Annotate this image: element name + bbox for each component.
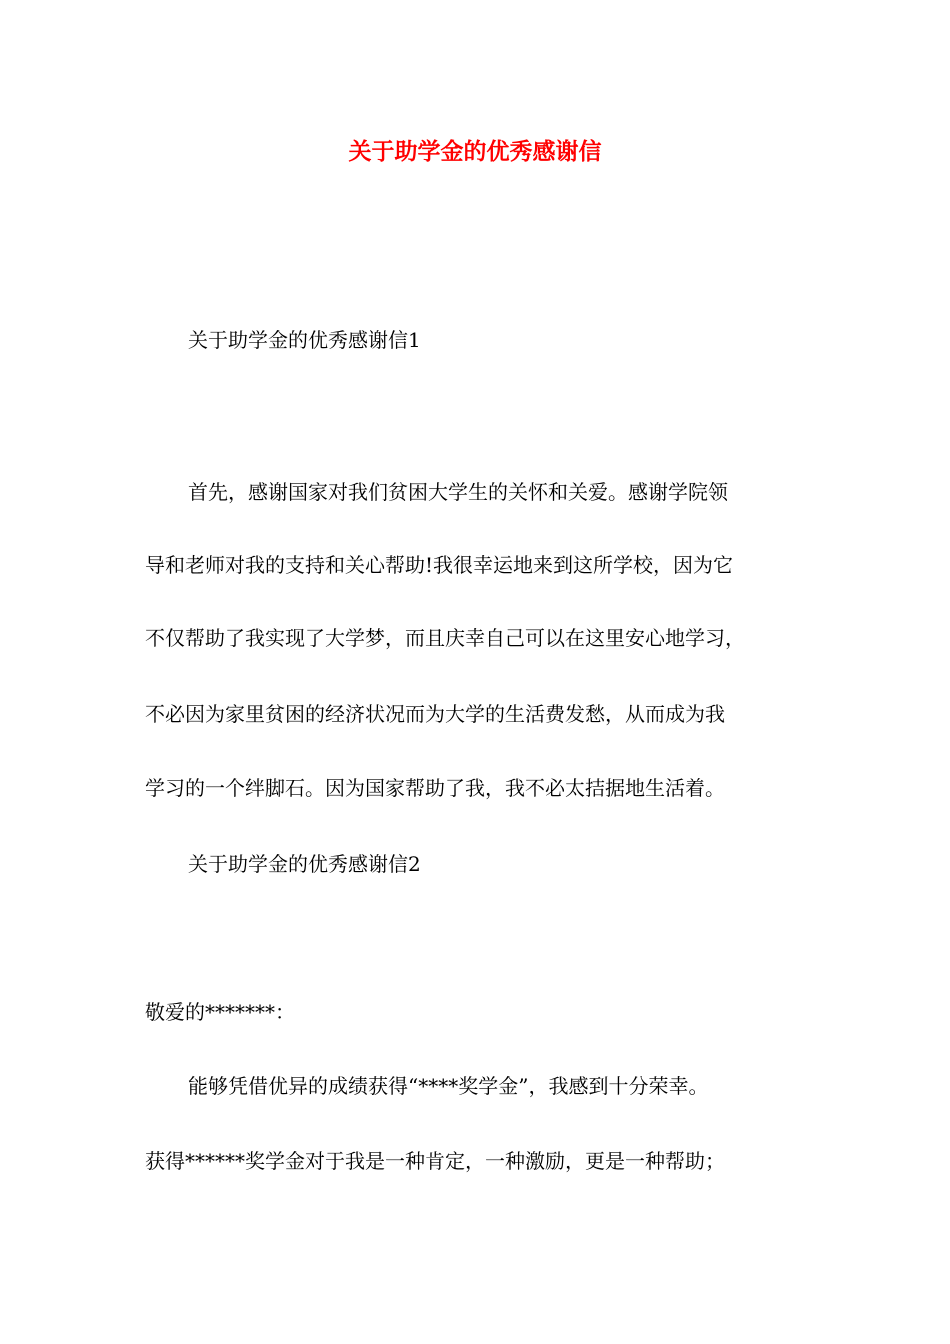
paragraph-line: 不必因为家里贫困的经济状况而为大学的生活费发愁，从而成为我 (145, 702, 725, 726)
paragraph-line: 首先，感谢国家对我们贫困大学生的关怀和关爱。感谢学院领 (188, 480, 728, 504)
paragraph-line: 学习的一个绊脚石。因为国家帮助了我，我不必太拮据地生活着。 (145, 776, 725, 800)
paragraph-line: 导和老师对我的支持和关心帮助!我很幸运地来到这所学校，因为它 (145, 553, 734, 577)
section-heading-1: 关于助学金的优秀感谢信1 (188, 328, 421, 352)
salutation-line: 敬爱的*******： (145, 1000, 295, 1024)
section-heading-2: 关于助学金的优秀感谢信2 (188, 852, 421, 876)
paragraph-line: 获得******奖学金对于我是一种肯定，一种激励，更是一种帮助； (145, 1149, 725, 1173)
paragraph-line: 不仅帮助了我实现了大学梦，而且庆幸自己可以在这里安心地学习， (145, 626, 745, 650)
document-title: 关于助学金的优秀感谢信 (348, 139, 602, 165)
paragraph-line: 能够凭借优异的成绩获得“****奖学金”，我感到十分荣幸。 (188, 1074, 709, 1098)
